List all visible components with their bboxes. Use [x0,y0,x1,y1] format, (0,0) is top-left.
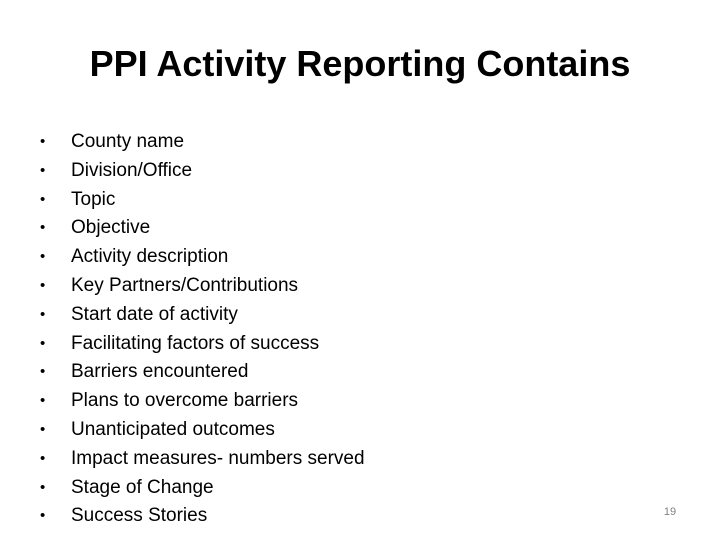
bullet-icon: • [40,363,46,381]
slide-title: PPI Activity Reporting Contains [89,43,631,84]
bullet-icon: • [40,420,46,438]
bullet-icon: • [40,133,46,150]
page-number: 19 [663,506,677,518]
bullet-icon: • [40,248,46,266]
list-item-text: Barriers encountered [71,361,249,383]
bullet-icon: • [40,219,46,237]
list-item-text: Plans to overcome barriers [71,390,299,412]
bullet-icon: • [40,161,46,179]
bullet-icon: • [40,276,46,294]
list-item-text: Impact measures- numbers served [71,447,365,469]
bullet-icon: • [40,449,46,467]
bullet-icon: • [40,334,46,352]
list-item-text: Topic [71,188,116,210]
list-item-text: County name [71,131,185,152]
list-item-text: Objective [71,217,151,239]
bullet-icon: • [40,478,46,496]
list-item-text: Success Stories [71,505,208,527]
bullet-icon: • [40,305,46,323]
list-item-text: Stage of Change [71,476,214,498]
bullet-icon: • [40,507,46,525]
list-item-text: Start date of activity [71,303,238,325]
list-item-text: Facilitating factors of success [71,332,320,354]
list-item-text: Key Partners/Contributions [71,274,299,296]
list-item-text: Division/Office [71,159,193,181]
bullet-icon: • [40,392,46,410]
list-item-text: Unanticipated outcomes [71,418,275,440]
list-item-text: Activity description [71,246,229,268]
bullet-icon: • [40,190,46,208]
